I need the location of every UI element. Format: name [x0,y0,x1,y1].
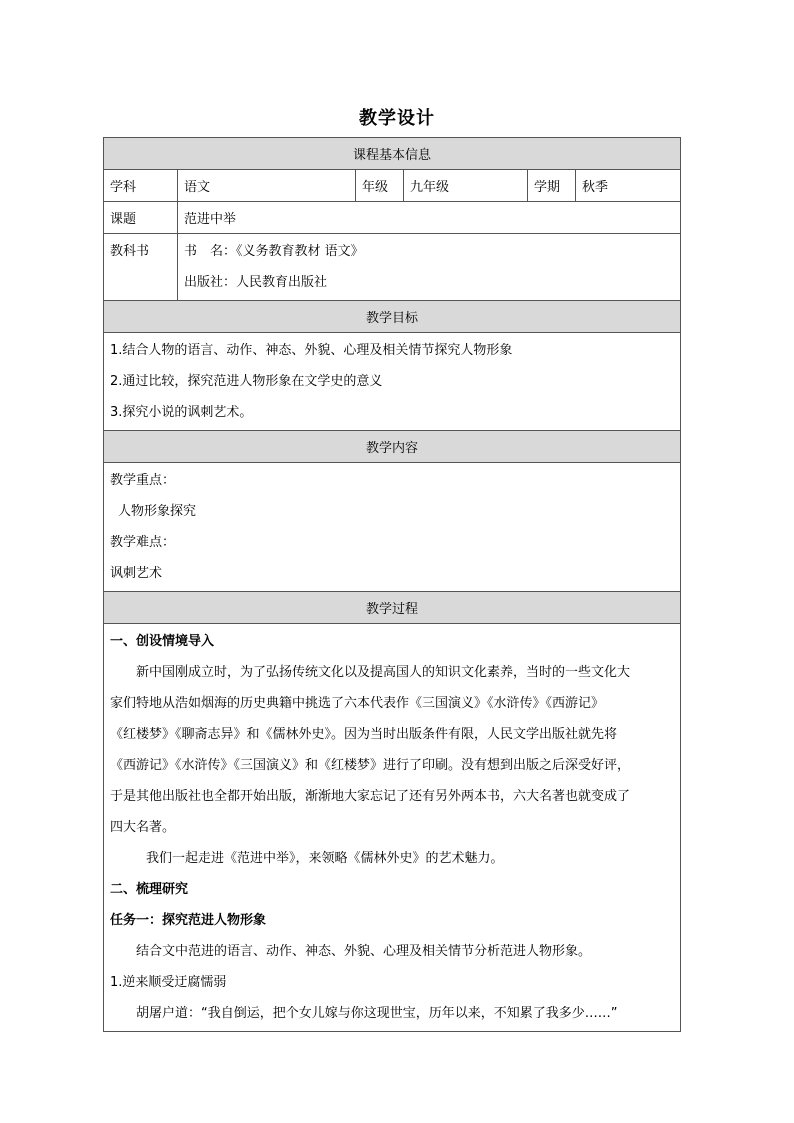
paragraph-line: 《红楼梦》《聊斋志异》和《儒林外史》。因为当时出版条件有限，人民文学出版社就先将 [110,727,618,742]
quote-line: 胡屠户道：“我自倒运，把个女儿嫁与你这现世宝，历年以来，不知累了我多少……” [136,1006,618,1021]
grade-label: 年级 [356,170,404,202]
topic-label: 课题 [104,202,178,234]
paragraph-line: 四大名著。 [110,820,176,835]
objective-item: 3.探究小说的讽刺艺术。 [110,405,253,420]
section-process: 教学过程 [104,592,681,624]
key-point-label: 教学重点： [110,473,176,488]
objective-item: 2.通过比较，探究范进人物形象在文学史的意义 [110,374,383,389]
textbook-label: 教科书 [110,244,150,259]
difficulty-label: 教学难点： [110,535,176,550]
page-title: 教学设计 [359,108,435,129]
task-heading: 任务一：探究范进人物形象 [110,913,267,928]
textbook-publisher: 出版社：人民教育出版社 [184,275,328,290]
list-item: 1.逆来顺受迂腐懦弱 [110,975,227,990]
subject-label: 学科 [104,170,178,202]
section-content: 教学内容 [104,431,681,463]
process-heading: 二、梳理研究 [110,882,189,897]
term-label: 学期 [528,170,576,202]
paragraph-line: 我们一起走进《范进中举》，来领略《儒林外史》的艺术魅力。 [146,851,504,866]
key-point-value: 人物形象探究 [118,504,197,519]
paragraph-line: 于是其他出版社也全都开始出版，渐渐地大家忘记了还有另外两本书，六大名著也就变成了 [110,789,631,804]
lesson-plan-table [103,137,681,1032]
subject-value: 语文 [178,170,356,202]
paragraph-line: 家们特地从浩如烟海的历史典籍中挑选了六本代表作《三国演义》《水浒传》《西游记》 [110,696,605,711]
process-heading: 一、创设情境导入 [110,634,215,649]
textbook-name: 书 名：《义务教育教材 语文》 [184,244,364,259]
grade-value: 九年级 [404,170,528,202]
term-value: 秋季 [576,170,681,202]
objective-item: 1.结合人物的语言、动作、神态、外貌、心理及相关情节探究人物形象 [110,343,513,358]
paragraph-line: 《西游记》《水浒传》《三国演义》和《红楼梦》进行了印刷。没有想到出版之后深受好评， [110,758,631,773]
section-objectives: 教学目标 [104,301,681,333]
topic-value: 范进中举 [178,202,681,234]
difficulty-value: 讽刺艺术 [110,566,163,581]
paragraph-line: 结合文中范进的语言、动作、神态、外貌、心理及相关情节分析范进人物形象。 [136,944,592,959]
section-basic-info: 课程基本信息 [104,138,681,170]
paragraph-line: 新中国刚成立时，为了弘扬传统文化以及提高国人的知识文化素养，当时的一些文化大 [136,665,631,680]
